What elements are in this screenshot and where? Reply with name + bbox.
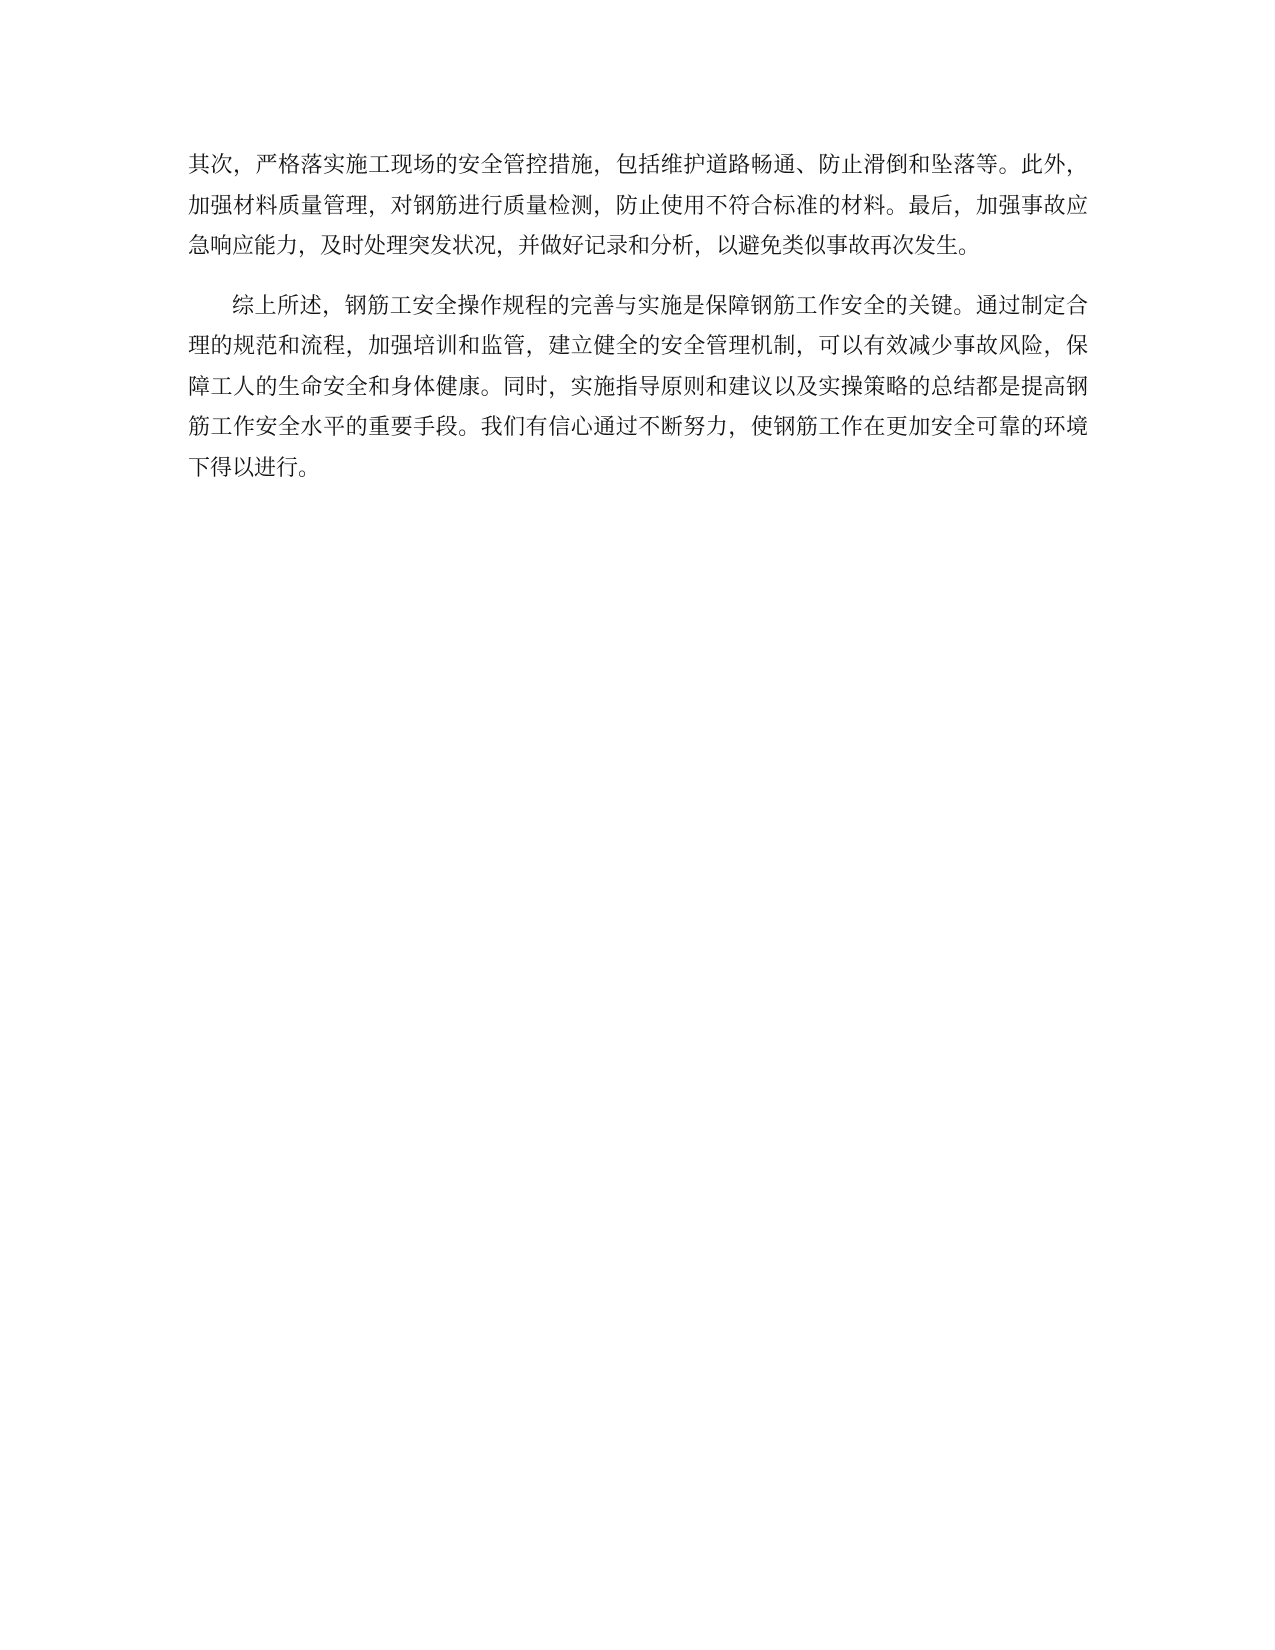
paragraph-safety-measures: 其次，严格落实施工现场的安全管控措施，包括维护道路畅通、防止滑倒和坠落等。此外，加强材料质量管理，对钢筋进行质量检测，防止使用不符合标准的材料。最后，加强事故应急响应能力，及时处理突发状况，并做好记录和分析，以避免类似事故再次发生。 [188,153,1088,259]
paragraph-conclusion: 综上所述，钢筋工安全操作规程的完善与实施是保障钢筋工作安全的关键。通过制定合理的规范和流程，加强培训和监管，建立健全的安全管理机制，可以有效减少事故风险，保障工人的生命安全和身体健康。同时，实施指导原则和建议以及实操策略的总结都是提高钢筋工作安全水平的重要手段。我们有信心通过不断努力，使钢筋工作在更加安全可靠的环境下得以进行。 [188,293,1088,481]
document-body [188,146,1088,489]
